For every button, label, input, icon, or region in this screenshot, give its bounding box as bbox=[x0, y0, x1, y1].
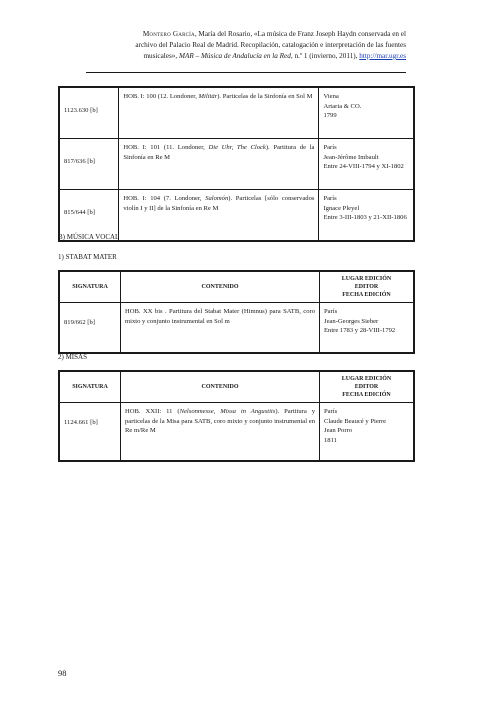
table-row bbox=[59, 87, 414, 139]
lugar-line: Jean-Jérôme Imbault bbox=[323, 153, 379, 161]
cell-contenido bbox=[119, 87, 319, 139]
cell-lugar bbox=[319, 87, 414, 139]
contenido-italic: Nelsonmesse, Missa in Angustiis bbox=[179, 408, 276, 415]
lugar-line: Claude Beaucé y Pierre bbox=[324, 417, 387, 425]
header-link[interactable]: http://mar.ugr.es bbox=[359, 52, 406, 60]
header-contenido: CONTENIDO bbox=[121, 371, 320, 403]
table-header-row bbox=[59, 271, 414, 303]
table-row bbox=[59, 303, 414, 354]
header-line3-pre: musicales», bbox=[143, 52, 178, 60]
header-line3-post: , n.º 1 (invierno, 2011), bbox=[290, 52, 358, 60]
contenido-text: HOB. XXII: 11 ( bbox=[125, 408, 180, 415]
lugar-line: París bbox=[323, 144, 337, 151]
cell-contenido: HOB. XX bis . Partitura del Stabat Mater (Himnus) para SATB, coro mixto y conjunto instrumental en Sol m bbox=[121, 303, 320, 354]
cell-contenido bbox=[119, 139, 319, 190]
section-heading-misas: 2) MISAS bbox=[58, 353, 87, 361]
cell-signatura: 1123.630 [b] bbox=[59, 87, 119, 139]
contenido-text: HOB. I: 101 (11. Londoner, bbox=[123, 144, 205, 151]
section-heading-stabat: 1) STABAT MATER bbox=[58, 253, 117, 261]
lugar-line: 1811 bbox=[324, 436, 337, 444]
contenido-text: ). Particelas [sólo conservados violín I y II] de la Sinfonía en Re M bbox=[123, 195, 315, 212]
cell-lugar bbox=[319, 139, 414, 190]
header-lugar-line: LUGAR EDICIÓN bbox=[341, 276, 392, 282]
header-signatura: SIGNATURA bbox=[59, 371, 121, 403]
cell-lugar bbox=[320, 403, 415, 462]
page-number: 98 bbox=[58, 668, 67, 678]
contenido-text: HOB. I: 100 (12. Londoner, bbox=[123, 93, 197, 100]
header-lugar-line: EDITOR bbox=[354, 384, 379, 390]
header-lugar-line: FECHA EDICIÓN bbox=[342, 292, 391, 298]
lugar-line: Artaria & CO. bbox=[323, 102, 362, 110]
header-line1: , María del Rosario, «La música de Franz Joseph Haydn conservada en el bbox=[194, 30, 406, 38]
lugar-line: Jean-Georges Sieber bbox=[324, 317, 379, 325]
lugar-line: París bbox=[324, 308, 338, 315]
contenido-italic: Militär bbox=[198, 93, 218, 100]
lugar-line: Entre 3-III-1803 y 21-XII-1806 bbox=[323, 214, 407, 221]
header-author: Montero García bbox=[142, 30, 195, 38]
contenido-italic: Die Uhr, The Clock bbox=[208, 144, 266, 151]
citation-header bbox=[66, 29, 406, 62]
contenido-text: ). Partitura de la Sinfonía en Re M bbox=[123, 144, 315, 161]
lugar-line: Jean Porro bbox=[324, 427, 353, 434]
cell-signatura: 1124.661 [b] bbox=[59, 403, 121, 462]
header-contenido: CONTENIDO bbox=[121, 271, 320, 303]
table-row bbox=[59, 403, 414, 462]
lugar-line: Entre 1783 y 28-VIII-1792 bbox=[324, 327, 396, 334]
lugar-line: Ignace Pleyel bbox=[323, 204, 360, 212]
contenido-text: ). Particelas de la Sinfonía en Sol M bbox=[217, 93, 313, 100]
cell-signatura: 819/662 [b] bbox=[59, 303, 121, 354]
contenido-text: ). Partitura y particelas de la Misa para SATB, coro mixto y conjunto instrumental en Re m/Re M bbox=[125, 408, 316, 434]
header-lugar-line: FECHA EDICIÓN bbox=[342, 392, 391, 398]
cell-contenido bbox=[121, 403, 320, 462]
contenido-italic: Salomón bbox=[205, 195, 229, 202]
cell-lugar bbox=[319, 190, 414, 242]
header-line2: archivo del Palacio Real de Madrid. Recopilación, catalogación e interpretación de las fuentes bbox=[135, 41, 406, 49]
cell-signatura: 817/636 [b] bbox=[59, 139, 119, 190]
header-lugar-line: EDITOR bbox=[354, 284, 379, 290]
table-sinfonias bbox=[58, 86, 415, 242]
section-heading-vocal: B) MÚSICA VOCAL bbox=[58, 233, 120, 241]
table-header-row bbox=[59, 371, 414, 403]
cell-lugar bbox=[320, 303, 415, 354]
header-signatura: SIGNATURA bbox=[59, 271, 121, 303]
contenido-text: HOB. I: 104 (7. Londoner, bbox=[123, 195, 202, 202]
header-lugar bbox=[320, 271, 415, 303]
lugar-line: 1799 bbox=[323, 112, 337, 119]
cell-contenido bbox=[119, 190, 319, 242]
header-lugar-line: LUGAR EDICIÓN bbox=[341, 376, 392, 382]
lugar-line: París bbox=[324, 408, 338, 415]
cell-signatura: 815/644 [b] bbox=[59, 190, 119, 242]
table-row bbox=[59, 139, 414, 190]
table-stabat-mater bbox=[58, 270, 415, 354]
lugar-line: París bbox=[323, 195, 337, 202]
table-misas bbox=[58, 370, 415, 462]
header-journal: MAR – Música de Andalucía en la Red bbox=[178, 52, 291, 60]
header-rule bbox=[86, 72, 406, 73]
header-lugar bbox=[320, 371, 415, 403]
lugar-line: Viena bbox=[323, 93, 339, 100]
lugar-line: Entre 24-VIII-1794 y XI-1802 bbox=[323, 163, 404, 170]
